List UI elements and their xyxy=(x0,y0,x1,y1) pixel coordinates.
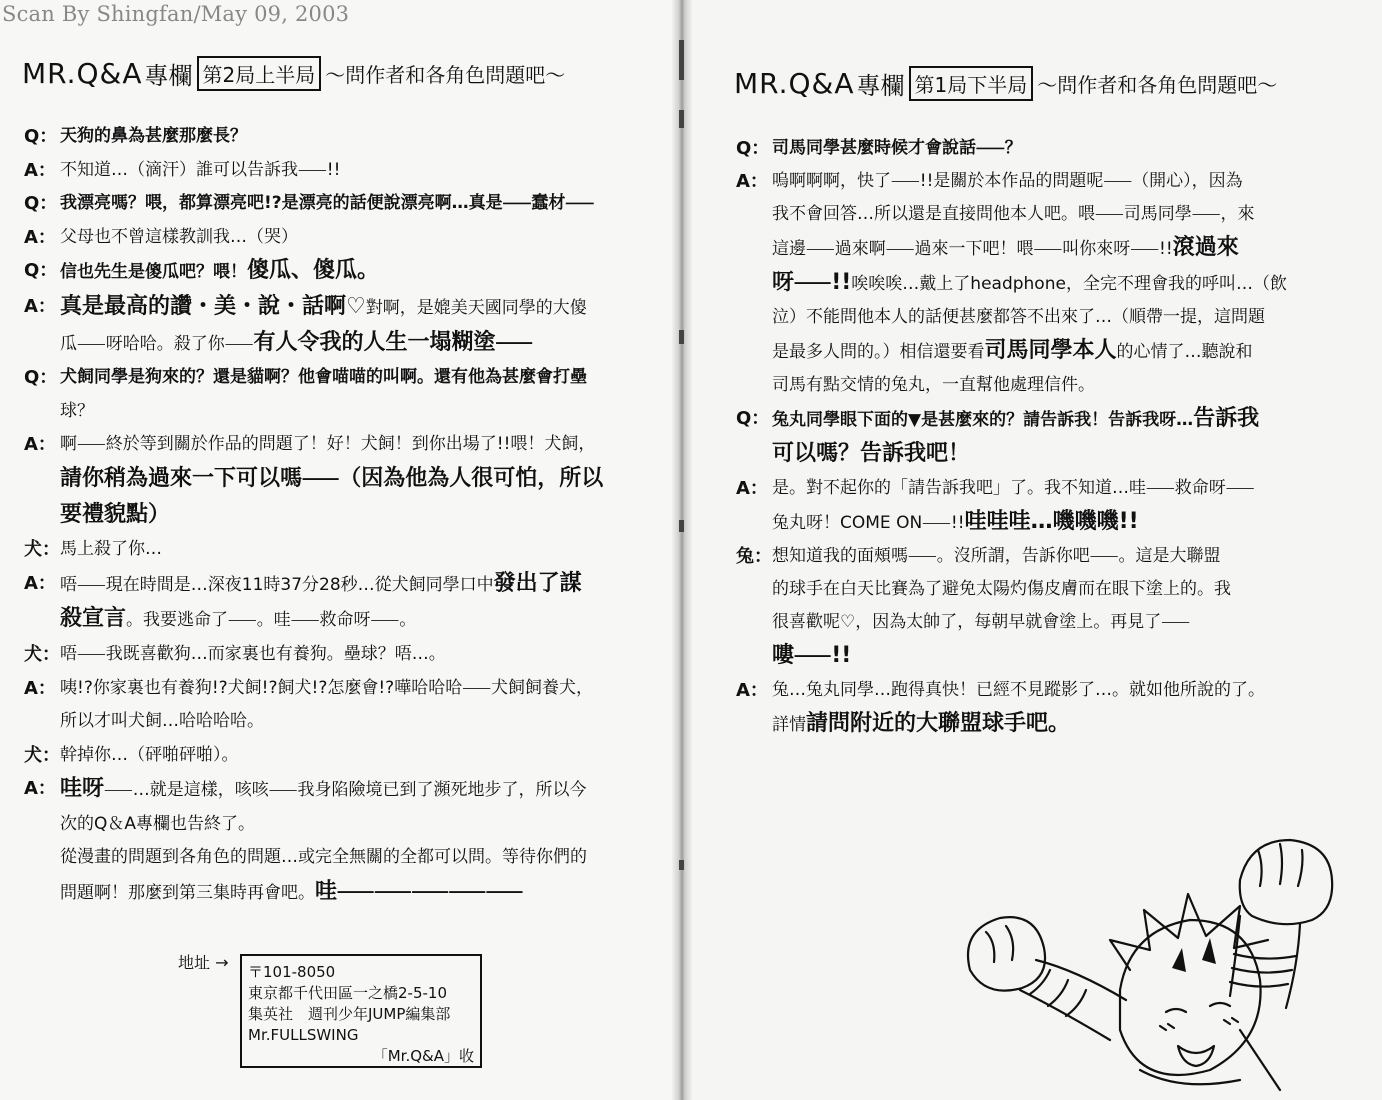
qa-line xyxy=(24,739,664,773)
emphasis-text: 告訴我 xyxy=(1193,406,1260,431)
column-subtitle: ～問作者和各角色問題吧～ xyxy=(1037,73,1278,97)
emphasis-text: 傻瓜、傻瓜。 xyxy=(247,258,380,284)
column-brand: MR.Q&A xyxy=(734,67,855,100)
body-text: ⸺…就是這樣，咳咳⸺我身陷險境已到了瀕死地步了，所以今 xyxy=(104,780,587,801)
body-text: 問題啊！那麼到第三集時再會吧。 xyxy=(60,883,315,904)
qa-line xyxy=(736,674,1336,707)
column-subtitle: ～問作者和各角色問題吧～ xyxy=(325,63,566,87)
qa-text xyxy=(60,875,664,911)
qa-text xyxy=(772,266,1336,301)
speaker-label: A： xyxy=(24,434,56,456)
body-text: 幹掉你…（砰啪砰啪）。 xyxy=(60,744,239,765)
body-text: 瓜⸺呀哈哈。殺了你⸺ xyxy=(60,333,254,354)
body-text: 犬飼同學是狗來的？還是貓啊？他會喵喵的叫啊。還有他為甚麼會打壘 xyxy=(60,367,587,388)
qa-line xyxy=(736,606,1336,639)
body-text: 的球手在白天比賽為了避免太陽灼傷皮膚而在眼下塗上的。我 xyxy=(772,579,1231,599)
body-text: 。我要逃命了⸺。哇⸺救命呀⸺。 xyxy=(126,610,417,631)
body-text: 唔⸺我既喜歡狗…而家裏也有養狗。壘球？唔…。 xyxy=(60,643,446,664)
address-line: Mr.FULLSWING xyxy=(248,1026,359,1044)
body-text: 從漫畫的問題到各角色的問題…或完全無關的全都可以問。等待你們的 xyxy=(60,847,587,868)
qa-line xyxy=(24,875,664,911)
qa-text xyxy=(772,505,1336,540)
qa-line xyxy=(736,132,1336,165)
qa-text xyxy=(60,638,664,672)
body-text: 天狗的鼻為甚麼那麼長？ xyxy=(60,126,247,146)
column-brand: MR.Q&A xyxy=(22,57,143,90)
qa-line xyxy=(24,772,664,808)
qa-text xyxy=(60,361,664,395)
speaker-label: A： xyxy=(24,295,56,317)
body-text: 啊⸺終於等到關於作品的問題了！好！犬飼！到你出場了!!喂！犬飼， xyxy=(60,434,596,455)
qa-line xyxy=(736,472,1336,505)
scan-credit: Scan By Shingfan/May 09, 2003 xyxy=(2,2,350,26)
qa-text xyxy=(772,573,1336,606)
qa-line xyxy=(24,428,664,462)
qa-text xyxy=(60,187,664,221)
qa-line xyxy=(24,326,664,362)
qa-line xyxy=(24,638,664,672)
emphasis-text: 發出了謀 xyxy=(493,570,582,596)
qa-line xyxy=(736,301,1336,334)
qa-line xyxy=(24,602,664,638)
body-text: 對啊，是媲美天國同學的大傻 xyxy=(365,297,587,318)
qa-text xyxy=(772,165,1336,198)
character-illustration xyxy=(940,820,1370,1100)
right-qa-list xyxy=(736,132,1336,742)
qa-line xyxy=(24,533,664,567)
qa-line xyxy=(736,165,1336,198)
qa-line xyxy=(24,361,664,395)
qa-text xyxy=(60,533,664,567)
emphasis-text: 哇呀 xyxy=(60,776,105,802)
emphasis-text: 嘍⸺!! xyxy=(772,643,852,668)
emphasis-text: 請你稍為過來一下可以嗎⸺（因為他為人很可怕，所以 xyxy=(60,465,604,491)
speaker-label: A： xyxy=(736,171,768,192)
speaker-label: A： xyxy=(24,226,56,248)
body-text: 是。對不起你的「請告訴我吧」了。我不知道…哇⸺救命呀⸺ xyxy=(772,478,1255,498)
speaker-label: 犬： xyxy=(24,643,60,665)
speaker-label: Q： xyxy=(24,193,58,215)
body-text: 所以才叫犬飼…哈哈哈哈。 xyxy=(60,711,264,732)
emphasis-text: 滾過來 xyxy=(1172,235,1239,260)
right-header xyxy=(734,66,1277,101)
body-text: 唔⸺現在時間是…深夜11時37分28秒…從犬飼同學口中 xyxy=(60,574,494,595)
speaker-label: Q： xyxy=(24,126,58,147)
qa-text xyxy=(60,326,664,362)
qa-text xyxy=(60,120,664,154)
qa-text xyxy=(772,198,1336,231)
qa-text xyxy=(772,674,1336,707)
qa-line xyxy=(736,540,1336,573)
body-text: 父母也不曾這樣教訓我…（哭） xyxy=(60,226,298,247)
qa-text xyxy=(60,462,664,498)
speaker-label: A： xyxy=(736,478,768,499)
emphasis-text: 可以嗎？告訴我吧！ xyxy=(772,441,971,466)
emphasis-text: 有人令我的人生一塌糊塗⸺ xyxy=(253,329,533,355)
speaker-label: 犬： xyxy=(24,539,60,561)
speaker-label: A： xyxy=(24,677,56,699)
qa-text xyxy=(772,606,1336,639)
qa-line xyxy=(24,841,664,875)
qa-line xyxy=(736,573,1336,606)
emphasis-text: 哇哇哇…嘰嘰嘰!! xyxy=(964,509,1139,534)
speaker-label: Q： xyxy=(736,408,770,429)
body-text: 很喜歡呢♡，因為太帥了，每朝早就會塗上。再見了⸺ xyxy=(772,612,1191,632)
qa-text xyxy=(60,808,664,842)
speaker-label: A： xyxy=(24,572,56,594)
body-text: 泣）不能問他本人的話便甚麼都答不出來了…（順帶一提，這問題 xyxy=(772,307,1265,327)
body-text: 司馬同學甚麼時候才會說話⸺？ xyxy=(772,138,1022,158)
qa-text xyxy=(60,395,664,429)
address-line: 集英社 週刊少年JUMP編集部 xyxy=(248,1005,451,1023)
body-text: 詳情 xyxy=(772,715,806,735)
qa-text xyxy=(60,498,664,534)
qa-line xyxy=(24,154,664,188)
qa-line xyxy=(24,254,664,290)
body-text: 不知道…（滴汗）誰可以告訴我⸺!! xyxy=(60,159,341,180)
body-text: 兔…兔丸同學…跑得真快！已經不見蹤影了…。就如他所說的了。 xyxy=(772,680,1265,700)
speaker-label: 兔： xyxy=(736,546,772,567)
speaker-label: Q： xyxy=(736,138,770,159)
speaker-label: Q： xyxy=(24,260,58,282)
qa-line xyxy=(736,334,1336,369)
qa-text xyxy=(772,231,1336,266)
qa-text xyxy=(60,739,664,773)
qa-line xyxy=(24,498,664,534)
book-gutter xyxy=(672,0,692,1100)
body-text: 次的Q＆A專欄也告終了。 xyxy=(60,813,256,834)
qa-line xyxy=(24,462,664,498)
emphasis-text: 呀⸺!! xyxy=(772,270,852,295)
body-text: 司馬有點交情的兔丸，一直幫他處理信件。 xyxy=(772,375,1095,395)
qa-text xyxy=(60,672,664,706)
qa-text xyxy=(772,437,1336,472)
inning-box: 第2局上半局 xyxy=(197,56,322,91)
qa-text xyxy=(60,567,664,603)
qa-text xyxy=(772,334,1336,369)
qa-text xyxy=(60,841,664,875)
left-header xyxy=(22,56,565,91)
column-kanji: 專欄 xyxy=(144,62,193,90)
body-text: 的心情了…聽說和 xyxy=(1116,342,1253,362)
left-qa-list xyxy=(24,120,664,911)
qa-text xyxy=(60,705,664,739)
body-text: 唉唉唉…戴上了headphone，全完不理會我的呼叫…（飲 xyxy=(851,274,1287,294)
body-text: 是最多人問的。）相信還要看 xyxy=(772,342,985,362)
qa-text xyxy=(60,154,664,188)
address-footer: 「Mr.Q&A」收 xyxy=(372,1047,474,1065)
qa-text xyxy=(60,602,664,638)
qa-line xyxy=(24,672,664,706)
qa-text xyxy=(772,402,1336,437)
qa-text xyxy=(772,540,1336,573)
address-label: 地址 → xyxy=(178,953,229,972)
body-text: 兔丸呀！COME ON⸺!! xyxy=(772,513,965,533)
body-text: 我漂亮嗎？喂，都算漂亮吧!?是漂亮的話便說漂亮啊…真是⸺蠢材⸺ xyxy=(60,193,595,214)
address-line: 東京都千代田區一之橋2-5-10 xyxy=(248,984,448,1002)
qa-line xyxy=(24,567,664,603)
qa-line xyxy=(736,639,1336,674)
emphasis-text: 請問附近的大聯盟球手吧。 xyxy=(806,711,1071,736)
emphasis-text: 要禮貌點） xyxy=(60,501,171,527)
qa-text xyxy=(772,472,1336,505)
emphasis-text: 真是最高的讚・美・說・話啊♡ xyxy=(60,293,366,319)
qa-text xyxy=(60,290,664,326)
qa-text xyxy=(60,254,664,290)
qa-line xyxy=(24,808,664,842)
body-text: 我不會回答…所以還是直接問他本人吧。喂⸺司馬同學⸺，來 xyxy=(772,204,1255,224)
address-line: 〒101-8050 xyxy=(248,963,336,981)
qa-text xyxy=(772,639,1336,674)
body-text: 嗚啊啊啊，快了⸺!!是關於本作品的問題呢⸺（開心），因為 xyxy=(772,171,1243,191)
inning-box: 第1局下半局 xyxy=(909,66,1034,101)
qa-text xyxy=(772,132,1336,165)
qa-text xyxy=(772,707,1336,742)
body-text: 信也先生是傻瓜吧？喂！ xyxy=(60,262,247,283)
body-text: 球？ xyxy=(60,400,94,421)
emphasis-text: 司馬同學本人 xyxy=(984,338,1117,363)
qa-line xyxy=(24,221,664,255)
speaker-label: A： xyxy=(24,778,56,800)
body-text: 想知道我的面頰嗎⸺。沒所謂，告訴你吧⸺。這是大聯盟 xyxy=(772,546,1221,566)
qa-line xyxy=(24,187,664,221)
body-text: 這邊⸺過來啊⸺過來一下吧！喂⸺叫你來呀⸺!! xyxy=(772,239,1173,259)
qa-text xyxy=(60,428,664,462)
qa-line xyxy=(736,369,1336,402)
speaker-label: A： xyxy=(24,159,56,181)
body-text: 馬上殺了你… xyxy=(60,539,162,560)
qa-line xyxy=(24,705,664,739)
body-text: 咦!?你家裏也有養狗!?犬飼!?飼犬!?怎麼會!?嘩哈哈哈⸺犬飼飼養犬， xyxy=(60,677,593,698)
qa-line xyxy=(24,395,664,429)
qa-text xyxy=(60,221,664,255)
emphasis-text: 哇⸺⸺⸺⸺⸺ xyxy=(315,879,524,905)
qa-line xyxy=(736,198,1336,231)
qa-text xyxy=(772,301,1336,334)
qa-text xyxy=(772,369,1336,402)
address-box xyxy=(240,954,482,1068)
emphasis-text: 殺宣言 xyxy=(60,606,127,632)
qa-line xyxy=(736,505,1336,540)
qa-line xyxy=(736,402,1336,437)
qa-line xyxy=(736,231,1336,266)
body-text: 兔丸同學眼下面的▼是甚麼來的？請告訴我！告訴我呀… xyxy=(772,410,1194,430)
speaker-label: A： xyxy=(736,680,768,701)
speaker-label: 犬： xyxy=(24,744,60,766)
qa-line xyxy=(24,290,664,326)
qa-line xyxy=(736,266,1336,301)
column-kanji: 專欄 xyxy=(856,72,905,100)
qa-line xyxy=(24,120,664,154)
speaker-label: Q： xyxy=(24,367,58,389)
qa-line xyxy=(736,437,1336,472)
qa-line xyxy=(736,707,1336,742)
qa-text xyxy=(60,772,664,808)
